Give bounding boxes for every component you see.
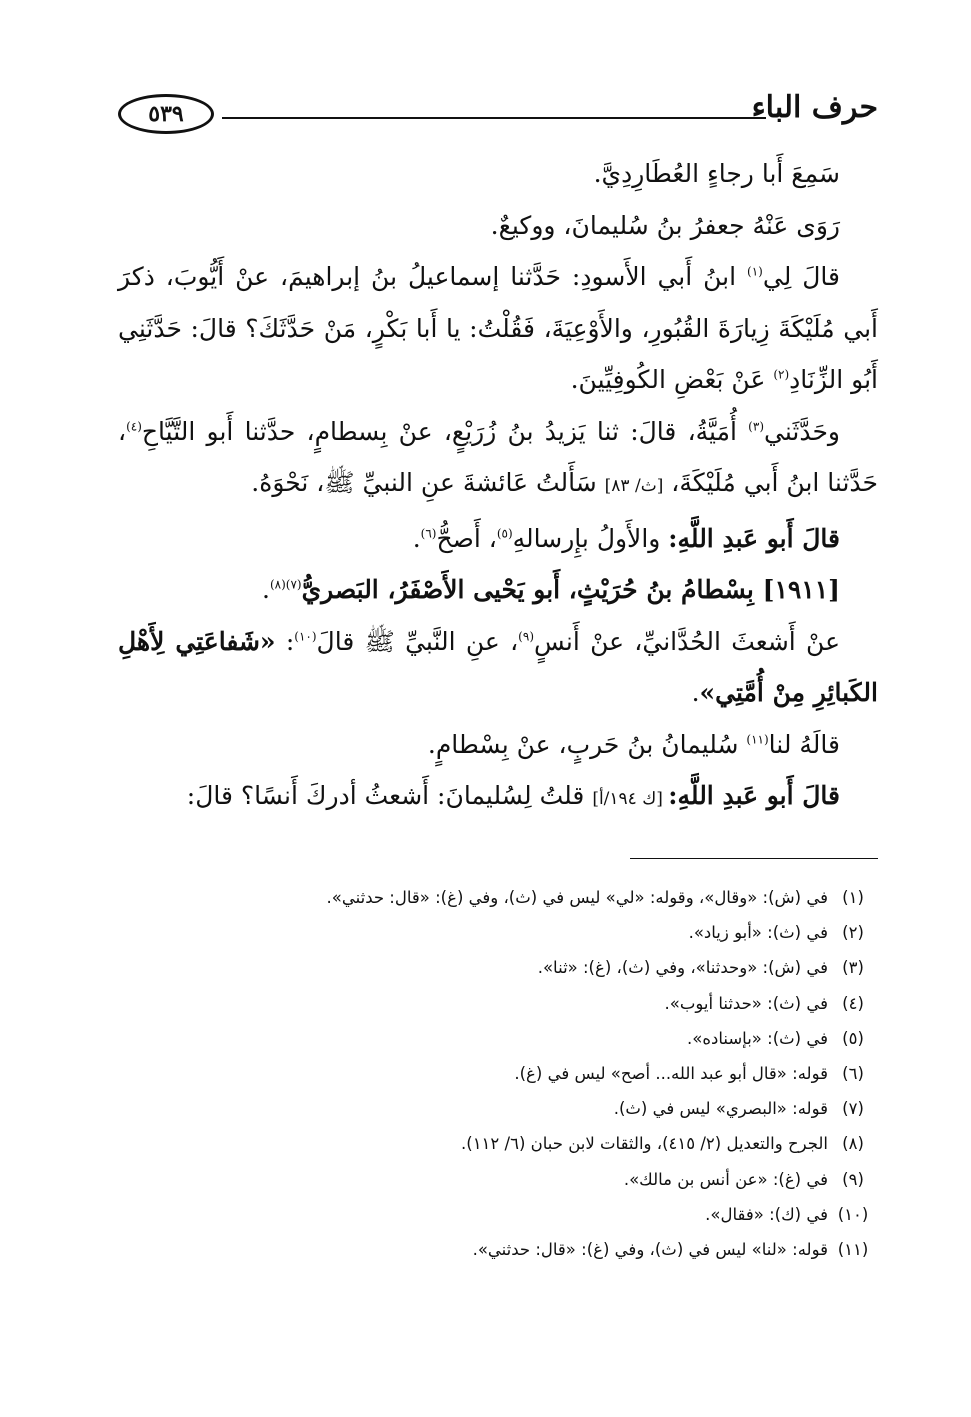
footnote-text: في (ث): «حدثنا أيوب». <box>664 993 828 1013</box>
footnote-text: قوله: «البصري» ليس في (ث). <box>613 1099 828 1119</box>
footnote-text: في (ك): «فقال». <box>705 1204 828 1224</box>
text-span: . <box>262 575 270 604</box>
bold-heading: قالَ أَبو عَبدِ اللَّهِ: <box>668 523 840 553</box>
text-line: رَوَى عَنْهُ جعفرُ بنُ سُليمانَ، ووكيعٌ. <box>490 210 840 240</box>
text-span: : <box>275 626 295 656</box>
running-title: حرف الباء <box>751 90 878 125</box>
footnote-text: في (ش): «وقال»، وقوله: «لي» ليس في (ث)، وفي (غ): «قال: حدثني». <box>326 888 828 907</box>
footnote-marker: (٢) <box>773 367 790 382</box>
text-span: ، عنِ النَّبيِّ ﷺ قالَ <box>316 626 519 656</box>
header-rule <box>222 117 766 119</box>
footnote-number: (١١) <box>837 1240 869 1260</box>
manuscript-ref: [ك ١٩٤/أ] <box>592 789 669 809</box>
footnote-marker: (١) <box>747 264 763 279</box>
hadith-text: «شَفاعَتِي لِأَهْلِ الكَبائِرِ مِنْ أُمَّتِي» <box>118 626 878 707</box>
footnote-number: (٥) <box>842 1028 864 1048</box>
footnote-marker: (٩) <box>518 629 534 644</box>
footnote-marker: (١١) <box>746 732 769 747</box>
entry-heading <box>118 564 878 616</box>
footnote <box>118 1091 878 1126</box>
footnote <box>118 1162 878 1197</box>
footnote-marker: (١٠) <box>294 629 317 644</box>
footnote <box>118 915 878 950</box>
footnote <box>118 950 878 985</box>
footnote-text: في (غ): «عن أنس بن مالك». <box>623 1169 828 1189</box>
footnote-number: (٤) <box>842 993 864 1013</box>
paragraph <box>118 770 878 826</box>
footnote-marker: (٥) <box>496 526 513 541</box>
paragraph <box>118 616 878 719</box>
footnote-number: (٧) <box>842 1099 864 1119</box>
text-span: سَأَلتُ عَائشةَ عنِ النبيِّ ﷺ، نَحْوَهُ. <box>251 468 605 497</box>
text-span: قالَهُ لنا <box>768 729 840 759</box>
text-span: عَنْ بَعْضِ الكُوفِيِّينَ. <box>570 365 774 394</box>
text-span: أُمَيَّةُ، قالَ: ثنا يَزيدُ بنُ زُرَيْعٍ، عنْ بِسطامٍ، حدَّثنا أَبو التَّيَّاحِ <box>141 416 749 446</box>
footnote <box>118 1056 878 1091</box>
page-header <box>118 88 878 138</box>
paragraph <box>118 719 878 771</box>
footnote <box>118 1126 878 1161</box>
text-span: . <box>691 678 700 707</box>
footnote-text: قوله: «قال أبو عبد الله... أصح» ليس في (غ). <box>514 1064 828 1084</box>
footnote-separator <box>630 858 878 859</box>
footnote-marker: (٤) <box>126 419 142 434</box>
text-span: ، حَدَّثنا ابنُ أَبي مُلَيْكَةَ، <box>118 416 878 497</box>
footnote-text: قوله: «لنا» ليس في (ث)، وفي (غ): «قال: حدثني». <box>472 1240 828 1260</box>
text-line: سَمِعَ أَبا رجاءٍ العُطَارِدِيَّ. <box>593 159 840 188</box>
footnote-marker: (٧) <box>285 577 302 592</box>
footnote-number: (١٠) <box>837 1204 869 1224</box>
footnote-marker: (٣) <box>748 419 764 434</box>
text-span: عنْ أَشعثَ الحُدَّانيِّ، عنْ أَنسٍ <box>534 626 840 656</box>
footnote <box>118 1021 878 1056</box>
footnote-marker: (٨) <box>269 577 286 592</box>
footnote <box>118 1232 878 1267</box>
page-number: ٥٣٩ <box>118 94 214 134</box>
paragraph <box>118 251 878 406</box>
text-span: قلتُ لِسُليمانَ: أَشعثُ أدركَ أَنسًا؟ قالَ: <box>186 781 593 810</box>
footnote-text: الجرح والتعديل (٢/ ٤١٥)، والثقات لابن حبان (٦/ ١١٢). <box>461 1134 828 1154</box>
footnote <box>118 986 878 1021</box>
footnote-number: (٦) <box>842 1064 864 1084</box>
text-span: سُليمانُ بنُ حَربٍ، عنْ بِسْطامٍ. <box>427 729 747 759</box>
footnote-number: (٩) <box>842 1169 864 1189</box>
bold-heading: قالَ أَبو عَبدِ اللَّهِ: <box>668 781 840 810</box>
footnote-number: (٢) <box>842 923 864 943</box>
text-span: ، أَصحُّ <box>436 523 497 553</box>
footnotes <box>118 880 878 1267</box>
footnote-number: (٣) <box>842 958 864 978</box>
text-span: . <box>412 523 421 553</box>
footnote-text: في (ث): «بإسناده». <box>687 1028 828 1048</box>
manuscript-ref: [ث/ ٨٣] <box>604 476 664 496</box>
text-span: ابنُ أَبي الأَسودِ: حَدَّثنا إسماعيلُ بنُ إبراهيمَ، عنْ أَيُّوبَ، ذكرَ أَبي مُلَيْكَةَ زِيارَةَ القُبُورِ، والأَوْعِيَةَ، فَقُلْتُ: يا أَبا بَكْرٍ، مَنْ حَدَّثَكَ؟ قالَ: حَدَّثَنِي أَبُو الزِّنَادِ <box>118 262 878 394</box>
footnote-text: في (ث): «أبو زياد». <box>688 923 828 943</box>
footnote-number: (٨) <box>842 1134 864 1154</box>
paragraph <box>118 513 878 565</box>
entry-title: [١٩١١] بِسْطامُ بنُ حُرَيْثٍ، أَبو يَحْيى الأَصْفَرُ، البَصريُّ <box>301 575 840 604</box>
main-text <box>118 148 878 826</box>
footnote <box>118 1197 878 1232</box>
paragraph <box>118 406 878 513</box>
text-span: قالَ لِي <box>762 262 840 291</box>
text-span: وحَدَّثَني <box>764 416 840 446</box>
footnote-marker: (٦) <box>420 526 437 541</box>
text-span: والأَولُ بإِرسالهِ <box>512 523 669 553</box>
footnote-text: في (ش): «وحدثنا»، وفي (ث)، (غ): «ثنا». <box>537 958 828 978</box>
footnote <box>118 880 878 915</box>
footnote-number: (١) <box>842 888 864 907</box>
